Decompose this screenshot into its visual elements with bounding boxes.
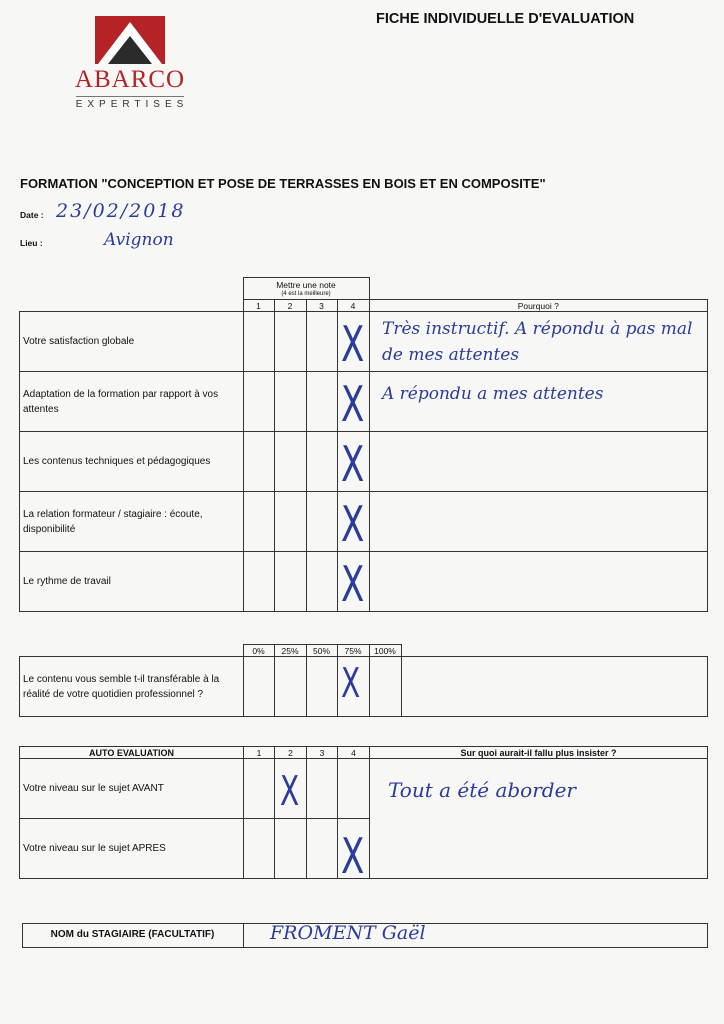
row-label: Les contenus techniques et pédagogiques — [20, 432, 244, 492]
why-answer: Très instructif. A répondu à pas mal de mes attentes — [382, 319, 693, 365]
place-label: Lieu : — [20, 238, 43, 248]
scale-3: 3 — [307, 747, 338, 759]
why-answer: A répondu a mes attentes — [382, 384, 604, 404]
table-row — [20, 657, 708, 717]
date-label: Date : — [20, 210, 44, 220]
self-eval-header: AUTO EVALUATION — [20, 747, 244, 759]
pct-100: 100% — [369, 645, 401, 657]
row-label: La relation formateur / stagiaire : écoute, disponibilité — [20, 492, 244, 552]
scale-4: 4 — [338, 747, 370, 759]
pct-75: 75% — [337, 645, 369, 657]
checkmark-x-icon: X — [341, 376, 365, 434]
transfer-label: Le contenu vous semble t-il transférable à la réalité de votre quotidien professionnel ? — [20, 657, 244, 717]
abarco-logo-icon — [92, 16, 168, 64]
logo-divider — [76, 96, 184, 97]
scale-2: 2 — [275, 747, 307, 759]
why-header: Pourquoi ? — [369, 300, 708, 312]
row-label: Adaptation de la formation par rapport à vos attentes — [20, 372, 244, 432]
scale-4: 4 — [337, 300, 369, 312]
pct-0: 0% — [243, 645, 274, 657]
scale-1: 1 — [244, 747, 275, 759]
rating-caption: Mettre une note (4 est la meilleure) — [243, 278, 369, 300]
trainee-name-value: FROMENT Gaël — [270, 922, 426, 944]
row-label: Votre satisfaction globale — [20, 312, 244, 372]
insist-answer: Tout a été aborder — [388, 778, 576, 802]
checkmark-x-icon: X — [341, 436, 365, 494]
scale-2: 2 — [274, 300, 306, 312]
checkmark-x-icon: X — [341, 659, 361, 708]
pct-25: 25% — [274, 645, 306, 657]
table-row — [20, 759, 708, 819]
row-label: Votre niveau sur le sujet AVANT — [20, 759, 244, 819]
scale-1: 1 — [243, 300, 274, 312]
row-label: Votre niveau sur le sujet APRES — [20, 819, 244, 879]
scale-3: 3 — [306, 300, 337, 312]
logo-subtitle: EXPERTISES — [75, 99, 189, 110]
insist-header: Sur quoi aurait-il fallu plus insister ? — [370, 747, 708, 759]
checkmark-x-icon: X — [280, 767, 300, 816]
date-value: 23/02/2018 — [56, 200, 186, 222]
course-title: FORMATION "CONCEPTION ET POSE DE TERRASSES EN BOIS ET EN COMPOSITE" — [20, 176, 546, 191]
logo-name: ABARCO — [74, 66, 186, 93]
checkmark-x-icon: X — [341, 828, 365, 886]
row-label: Le rythme de travail — [20, 552, 244, 612]
checkmark-x-icon: X — [341, 316, 365, 374]
checkmark-x-icon: X — [341, 556, 365, 614]
checkmark-x-icon: X — [341, 496, 365, 554]
place-value: Avignon — [104, 230, 174, 250]
pct-50: 50% — [306, 645, 337, 657]
trainee-name-label: NOM du STAGIAIRE (FACULTATIF) — [22, 923, 244, 948]
transfer-table — [19, 644, 708, 717]
document-title: FICHE INDIVIDUELLE D'EVALUATION — [376, 11, 635, 27]
